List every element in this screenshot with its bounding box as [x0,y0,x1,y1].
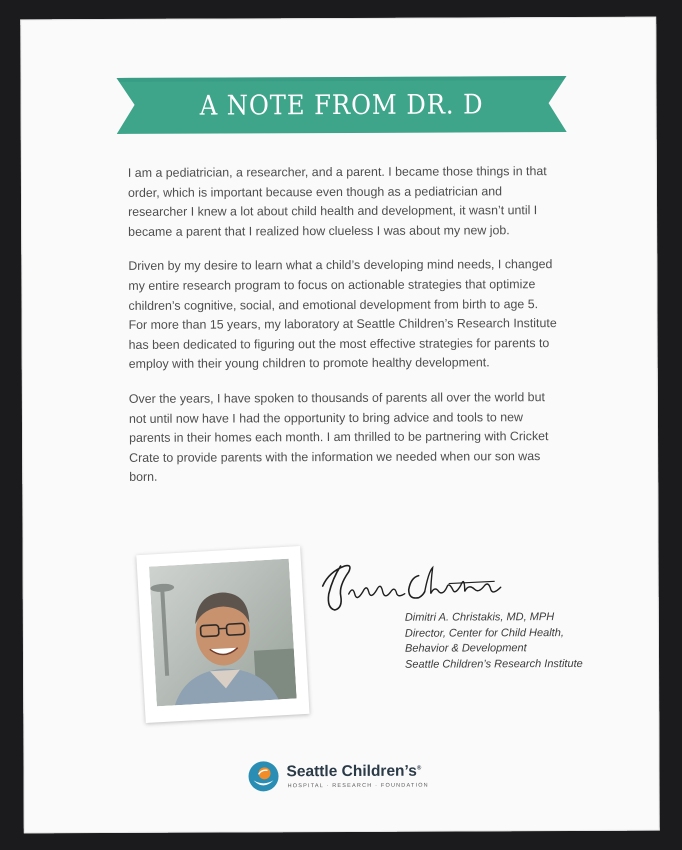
signer-name: Dimitri A. Christakis, MD, MPH [404,611,555,624]
logo-name: Seattle Children’s® [286,762,422,781]
logo-emblem-icon [247,760,279,792]
logo-subtitle: HOSPITAL · RESEARCH · FOUNDATION [287,782,429,790]
page-title: A NOTE FROM DR. D [199,89,484,122]
letter-body [128,162,559,503]
seattle-childrens-logo [247,760,429,797]
portrait-photo-frame [136,546,309,723]
note-card [20,17,660,834]
title-banner [116,73,566,137]
signer-title-line-1: Director, Center for Child Health, [404,626,564,640]
signature-block [405,610,583,673]
signer-title-line-2: Behavior & Development [404,642,527,655]
signer-organization: Seattle Children’s Research Institute [405,657,583,671]
paragraph-1: I am a pediatrician, a researcher, and a parent. I became those things in that order, which is important because even though as a pediatrician and researcher I knew a lot about child health and development, it wasn’t until I became a parent that I realized how clueless I was about my new job. [127,164,547,239]
portrait-photo [149,559,297,707]
paragraph-2: Driven by my desire to learn what a child’s developing mind needs, I changed my entire research program to focus on actionable strategies that optimize children’s cognitive, social, and emotional development from birth to age 5. For more than 15 years, my laboratory at Seattle Children’s Research Institute has been dedicated to figuring out the most effective strategies for parents to employ with their young children to promote healthy development. [128,257,557,372]
paragraph-3: Over the years, I have spoken to thousands of parents all over the world but not until now have I had the opportunity to bring advice and tools to new parents in their homes each month. I am thrilled to be partnering with Cricket Crate to provide parents with the information we needed when our son was born. [128,390,549,485]
